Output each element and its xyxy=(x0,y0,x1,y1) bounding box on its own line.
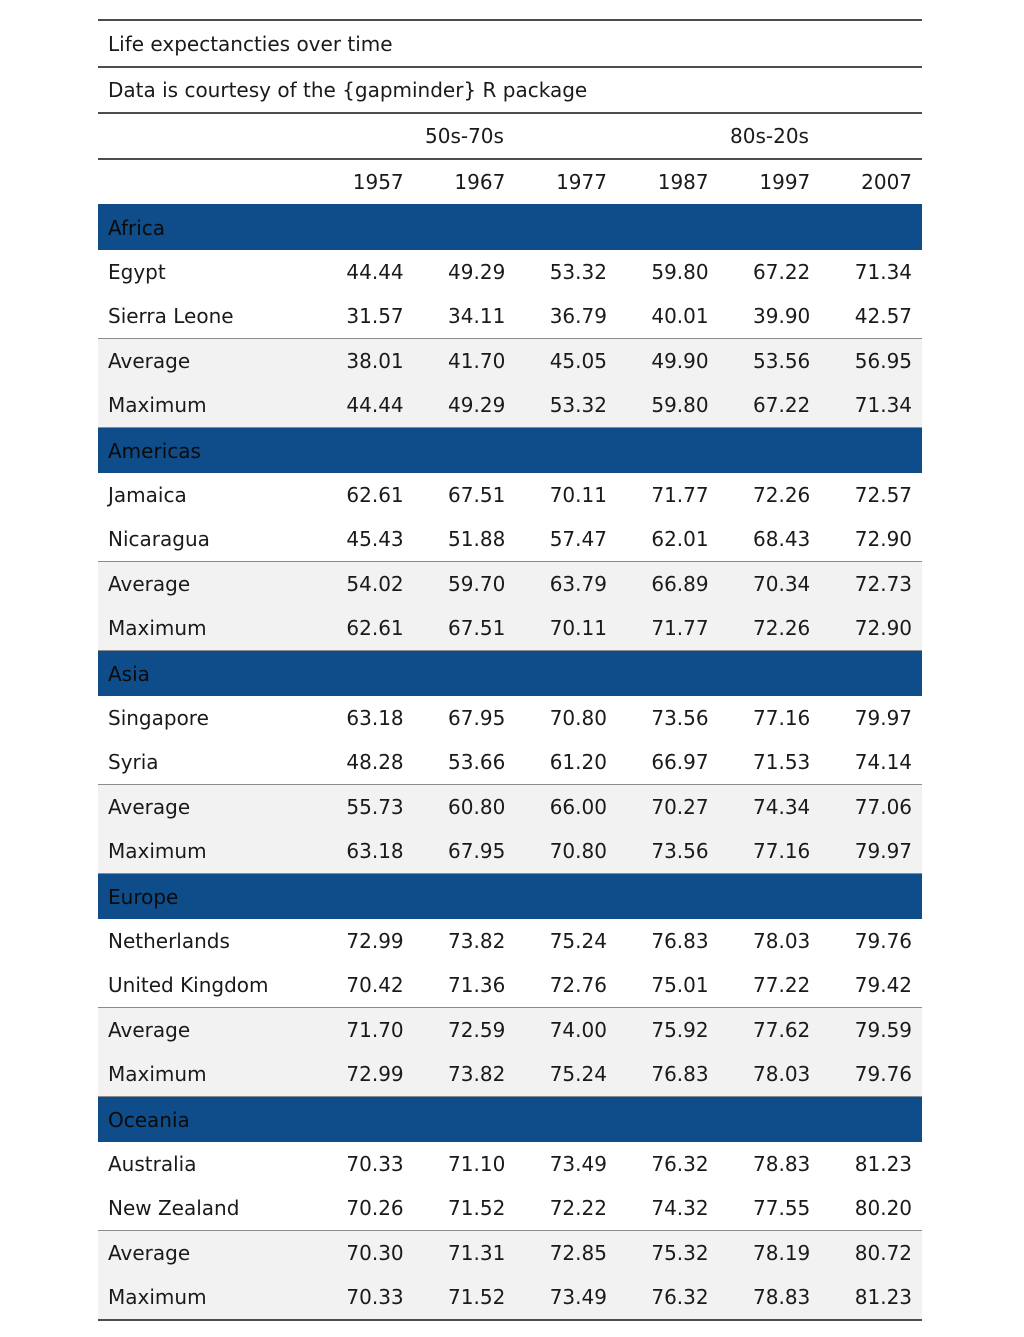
table-cell: 72.26 xyxy=(719,606,821,651)
table-cell: 77.16 xyxy=(719,829,821,874)
row-label: Netherlands xyxy=(98,919,312,963)
table-cell: 66.97 xyxy=(617,740,719,785)
row-label: Syria xyxy=(98,740,312,785)
table-cell: 73.56 xyxy=(617,829,719,874)
table-cell: 67.95 xyxy=(414,829,516,874)
table-cell: 70.11 xyxy=(515,473,617,517)
table-cell: 74.00 xyxy=(515,1008,617,1053)
row-label: Nicaragua xyxy=(98,517,312,562)
table-cell: 72.57 xyxy=(820,473,922,517)
group-header-row xyxy=(98,874,922,920)
table-cell: 38.01 xyxy=(312,339,414,384)
table-cell: 71.77 xyxy=(617,473,719,517)
table-cell: 53.66 xyxy=(414,740,516,785)
table-cell: 79.59 xyxy=(820,1008,922,1053)
table-cell: 70.42 xyxy=(312,963,414,1008)
table-cell: 71.70 xyxy=(312,1008,414,1053)
table-row xyxy=(98,919,922,963)
table-cell: 63.18 xyxy=(312,696,414,740)
table-cell: 80.20 xyxy=(820,1186,922,1231)
table-cell: 70.34 xyxy=(719,562,821,607)
table-cell: 56.95 xyxy=(820,339,922,384)
table-cell: 75.92 xyxy=(617,1008,719,1053)
column-header-row xyxy=(98,159,922,205)
table-subtitle: Data is courtesy of the {gapminder} R package xyxy=(98,67,922,113)
table-cell: 80.72 xyxy=(820,1231,922,1276)
table-cell: 67.22 xyxy=(719,383,821,428)
table-cell: 59.80 xyxy=(617,383,719,428)
table-row xyxy=(98,250,922,294)
row-label: Sierra Leone xyxy=(98,294,312,339)
summary-row xyxy=(98,1008,922,1053)
summary-row xyxy=(98,1275,922,1320)
table-cell: 71.36 xyxy=(414,963,516,1008)
table-cell: 77.55 xyxy=(719,1186,821,1231)
table-cell: 72.85 xyxy=(515,1231,617,1276)
table-cell: 53.56 xyxy=(719,339,821,384)
table-title: Life expectancties over time xyxy=(98,20,922,67)
table-cell: 72.90 xyxy=(820,517,922,562)
group-header-row xyxy=(98,428,922,474)
table-cell: 77.62 xyxy=(719,1008,821,1053)
table-cell: 49.90 xyxy=(617,339,719,384)
table-cell: 73.49 xyxy=(515,1142,617,1186)
spanner-stub xyxy=(98,113,312,159)
table-cell: 72.26 xyxy=(719,473,821,517)
table-cell: 62.01 xyxy=(617,517,719,562)
column-header: 1977 xyxy=(556,170,607,194)
table-cell: 67.22 xyxy=(719,250,821,294)
table-cell: 76.32 xyxy=(617,1275,719,1320)
table-cell: 73.49 xyxy=(515,1275,617,1320)
table-cell: 40.01 xyxy=(617,294,719,339)
table-cell: 44.44 xyxy=(312,250,414,294)
table-cell: 45.43 xyxy=(312,517,414,562)
summary-row xyxy=(98,606,922,651)
table-cell: 72.73 xyxy=(820,562,922,607)
table-cell: 55.73 xyxy=(312,785,414,830)
group-label: Europe xyxy=(98,874,922,920)
table-subtitle-row xyxy=(98,67,922,113)
table-row xyxy=(98,294,922,339)
table-cell: 45.05 xyxy=(515,339,617,384)
table-cell: 77.22 xyxy=(719,963,821,1008)
table-body xyxy=(98,205,922,1321)
table-cell: 67.51 xyxy=(414,473,516,517)
table-cell: 76.83 xyxy=(617,919,719,963)
table-cell: 75.01 xyxy=(617,963,719,1008)
table-row xyxy=(98,963,922,1008)
table-cell: 74.14 xyxy=(820,740,922,785)
table-cell: 73.56 xyxy=(617,696,719,740)
table-title-row xyxy=(98,20,922,67)
table-cell: 74.32 xyxy=(617,1186,719,1231)
column-header: 2007 xyxy=(861,170,913,194)
table-cell: 72.22 xyxy=(515,1186,617,1231)
table-cell: 67.95 xyxy=(414,696,516,740)
table-cell: 76.83 xyxy=(617,1052,719,1097)
table-cell: 71.77 xyxy=(617,606,719,651)
table-cell: 49.29 xyxy=(414,250,516,294)
group-label: Americas xyxy=(98,428,922,474)
table-cell: 62.61 xyxy=(312,473,414,517)
table-cell: 72.59 xyxy=(414,1008,516,1053)
table-cell: 73.82 xyxy=(414,919,516,963)
table-cell: 42.57 xyxy=(820,294,922,339)
table-cell: 63.18 xyxy=(312,829,414,874)
table-cell: 79.97 xyxy=(820,829,922,874)
table-cell: 71.10 xyxy=(414,1142,516,1186)
table-cell: 78.83 xyxy=(719,1275,821,1320)
table-cell: 71.31 xyxy=(414,1231,516,1276)
table-cell: 31.57 xyxy=(312,294,414,339)
table-cell: 67.51 xyxy=(414,606,516,651)
table-cell: 60.80 xyxy=(414,785,516,830)
table-cell: 75.24 xyxy=(515,1052,617,1097)
table-cell: 78.83 xyxy=(719,1142,821,1186)
table-cell: 66.89 xyxy=(617,562,719,607)
table-cell: 63.79 xyxy=(515,562,617,607)
spanner-50s-70s: 50s-70s xyxy=(312,113,617,159)
row-label: Maximum xyxy=(98,383,312,428)
group-label: Africa xyxy=(98,205,922,251)
row-label: Maximum xyxy=(98,829,312,874)
row-label: Maximum xyxy=(98,606,312,651)
life-expectancy-table xyxy=(98,19,922,1321)
table-row xyxy=(98,740,922,785)
column-header: 1987 xyxy=(657,170,709,194)
table-cell: 39.90 xyxy=(719,294,821,339)
table-cell: 72.90 xyxy=(820,606,922,651)
column-spanner-row xyxy=(98,113,922,159)
row-label: Average xyxy=(98,339,312,384)
row-label: United Kingdom xyxy=(98,963,312,1008)
table-cell: 70.33 xyxy=(312,1275,414,1320)
row-label: Singapore xyxy=(98,696,312,740)
table-row xyxy=(98,1186,922,1231)
row-label: Jamaica xyxy=(98,473,312,517)
table-cell: 79.76 xyxy=(820,919,922,963)
table-cell: 70.27 xyxy=(617,785,719,830)
stub-header xyxy=(98,159,312,205)
column-header: 1967 xyxy=(454,170,506,194)
table-cell: 77.06 xyxy=(820,785,922,830)
table-row xyxy=(98,696,922,740)
table-cell: 73.82 xyxy=(414,1052,516,1097)
summary-row xyxy=(98,383,922,428)
table-cell: 79.97 xyxy=(820,696,922,740)
table-cell: 62.61 xyxy=(312,606,414,651)
row-label: Average xyxy=(98,562,312,607)
row-label: New Zealand xyxy=(98,1186,312,1231)
row-label: Average xyxy=(98,785,312,830)
summary-row xyxy=(98,339,922,384)
table-cell: 72.76 xyxy=(515,963,617,1008)
table-cell: 70.26 xyxy=(312,1186,414,1231)
table-cell: 70.30 xyxy=(312,1231,414,1276)
table-cell: 34.11 xyxy=(414,294,516,339)
table-cell: 68.43 xyxy=(719,517,821,562)
table-cell: 79.42 xyxy=(820,963,922,1008)
summary-row xyxy=(98,829,922,874)
table-cell: 53.32 xyxy=(515,383,617,428)
table-cell: 70.33 xyxy=(312,1142,414,1186)
table-cell: 44.44 xyxy=(312,383,414,428)
table-cell: 71.52 xyxy=(414,1186,516,1231)
row-label: Maximum xyxy=(98,1275,312,1320)
table-cell: 77.16 xyxy=(719,696,821,740)
table-cell: 59.70 xyxy=(414,562,516,607)
group-label: Oceania xyxy=(98,1097,922,1143)
table-cell: 81.23 xyxy=(820,1142,922,1186)
table-row xyxy=(98,517,922,562)
table-cell: 66.00 xyxy=(515,785,617,830)
row-label: Australia xyxy=(98,1142,312,1186)
table-cell: 70.11 xyxy=(515,606,617,651)
table-cell: 71.52 xyxy=(414,1275,516,1320)
table-cell: 36.79 xyxy=(515,294,617,339)
table-cell: 59.80 xyxy=(617,250,719,294)
table-cell: 53.32 xyxy=(515,250,617,294)
table-cell: 71.34 xyxy=(820,383,922,428)
table-cell: 41.70 xyxy=(414,339,516,384)
table-cell: 61.20 xyxy=(515,740,617,785)
summary-row xyxy=(98,1052,922,1097)
table-cell: 79.76 xyxy=(820,1052,922,1097)
table-cell: 75.24 xyxy=(515,919,617,963)
table-cell: 74.34 xyxy=(719,785,821,830)
table-cell: 71.34 xyxy=(820,250,922,294)
table-cell: 70.80 xyxy=(515,696,617,740)
group-header-row xyxy=(98,205,922,251)
column-header: 1957 xyxy=(352,170,404,194)
column-header: 1997 xyxy=(759,170,811,194)
table-row xyxy=(98,1142,922,1186)
table-cell: 70.80 xyxy=(515,829,617,874)
table-cell: 81.23 xyxy=(820,1275,922,1320)
summary-row xyxy=(98,785,922,830)
table-row xyxy=(98,473,922,517)
table-cell: 57.47 xyxy=(515,517,617,562)
spanner-80s-20s: 80s-20s xyxy=(617,113,922,159)
row-label: Egypt xyxy=(98,250,312,294)
summary-row xyxy=(98,1231,922,1276)
group-header-row xyxy=(98,651,922,697)
table-cell: 75.32 xyxy=(617,1231,719,1276)
table-cell: 51.88 xyxy=(414,517,516,562)
row-label: Average xyxy=(98,1008,312,1053)
table-cell: 49.29 xyxy=(414,383,516,428)
table-cell: 72.99 xyxy=(312,1052,414,1097)
summary-row xyxy=(98,562,922,607)
group-header-row xyxy=(98,1097,922,1143)
row-label: Maximum xyxy=(98,1052,312,1097)
table-cell: 78.03 xyxy=(719,919,821,963)
group-label: Asia xyxy=(98,651,922,697)
table-cell: 72.99 xyxy=(312,919,414,963)
table-cell: 76.32 xyxy=(617,1142,719,1186)
table-cell: 54.02 xyxy=(312,562,414,607)
table-cell: 48.28 xyxy=(312,740,414,785)
table-cell: 78.19 xyxy=(719,1231,821,1276)
table-cell: 78.03 xyxy=(719,1052,821,1097)
table-cell: 71.53 xyxy=(719,740,821,785)
row-label: Average xyxy=(98,1231,312,1276)
